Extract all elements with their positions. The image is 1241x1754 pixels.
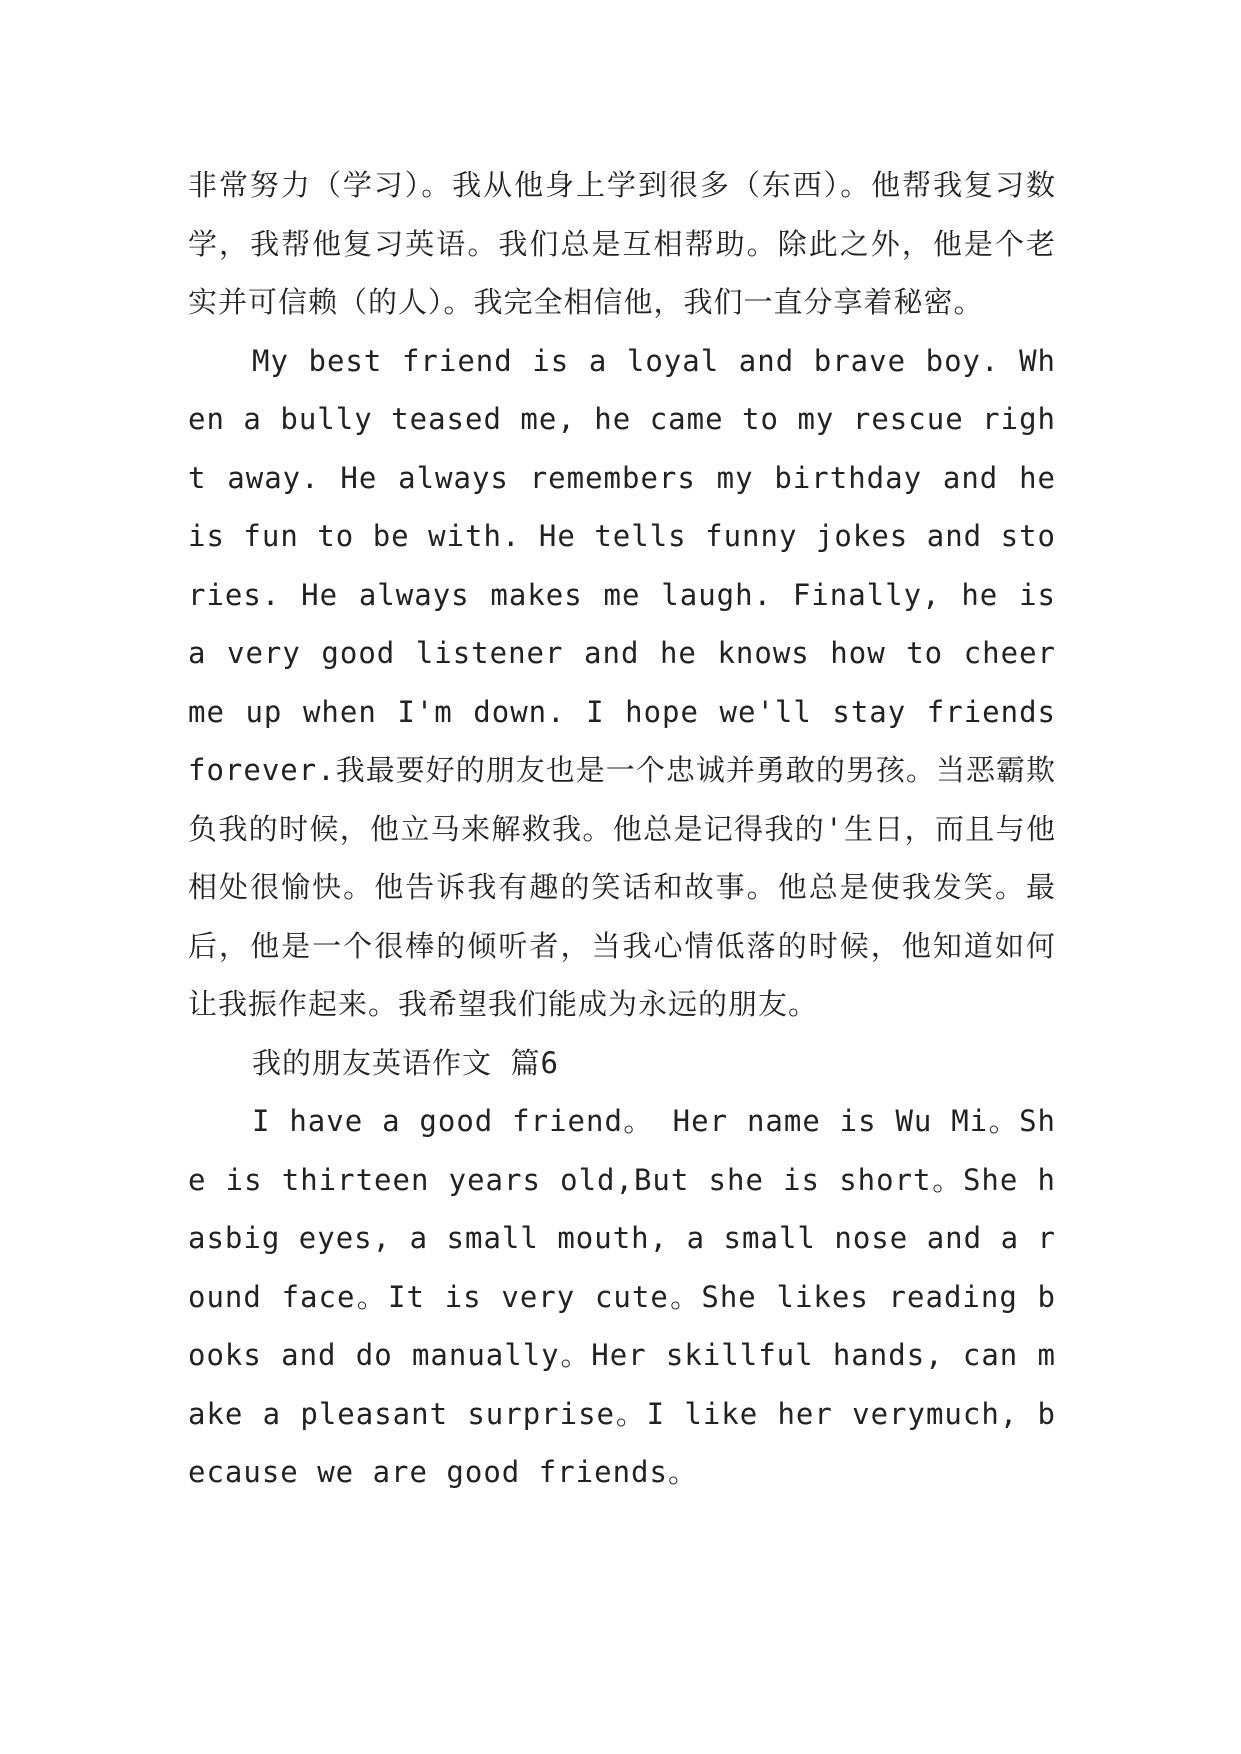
section-heading: 我的朋友英语作文 篇6: [252, 1045, 559, 1080]
paragraph-chinese-continuation: 非常努力（学习）。我从他身上学到很多（东西）。他帮我复习数学，我帮他复习英语。我们总是互相帮助。除此之外，他是个老实并可信赖（的人）。我完全相信他，我们一直分享着秘密。: [188, 168, 1056, 319]
document-page: [188, 156, 1056, 1502]
paragraph-best-friend: My best friend is a loyal and brave boy. When a bully teased me, he came to my rescue right away. He always remembers my birthday and he is fun to be with. He tells funny jokes and stories. He always makes me laugh. Finally, he is a very good listener and he knows how to cheer me up when I'm down. I hope we'll stay friends forever.我最要好的朋友也是一个忠诚并勇敢的男孩。当恶霸欺负我的时候，他立马来解救我。他总是记得我的'生日，而且与他相处很愉快。他告诉我有趣的笑话和故事。他总是使我发笑。最后，他是一个很棒的倾听者，当我心情低落的时候，他知道如何让我振作起来。我希望我们能成为永远的朋友。: [188, 343, 1056, 1021]
paragraph-wu-mi: I have a good friend。 Her name is Wu Mi。She is thirteen years old,But she is short。She hasbig eyes, a small mouth, a small nose and a round face。It is very cute。She likes reading books and do manually。Her skillful hands, can make a pleasant surprise。I like her verymuch, because we are good friends。: [188, 1104, 1056, 1489]
